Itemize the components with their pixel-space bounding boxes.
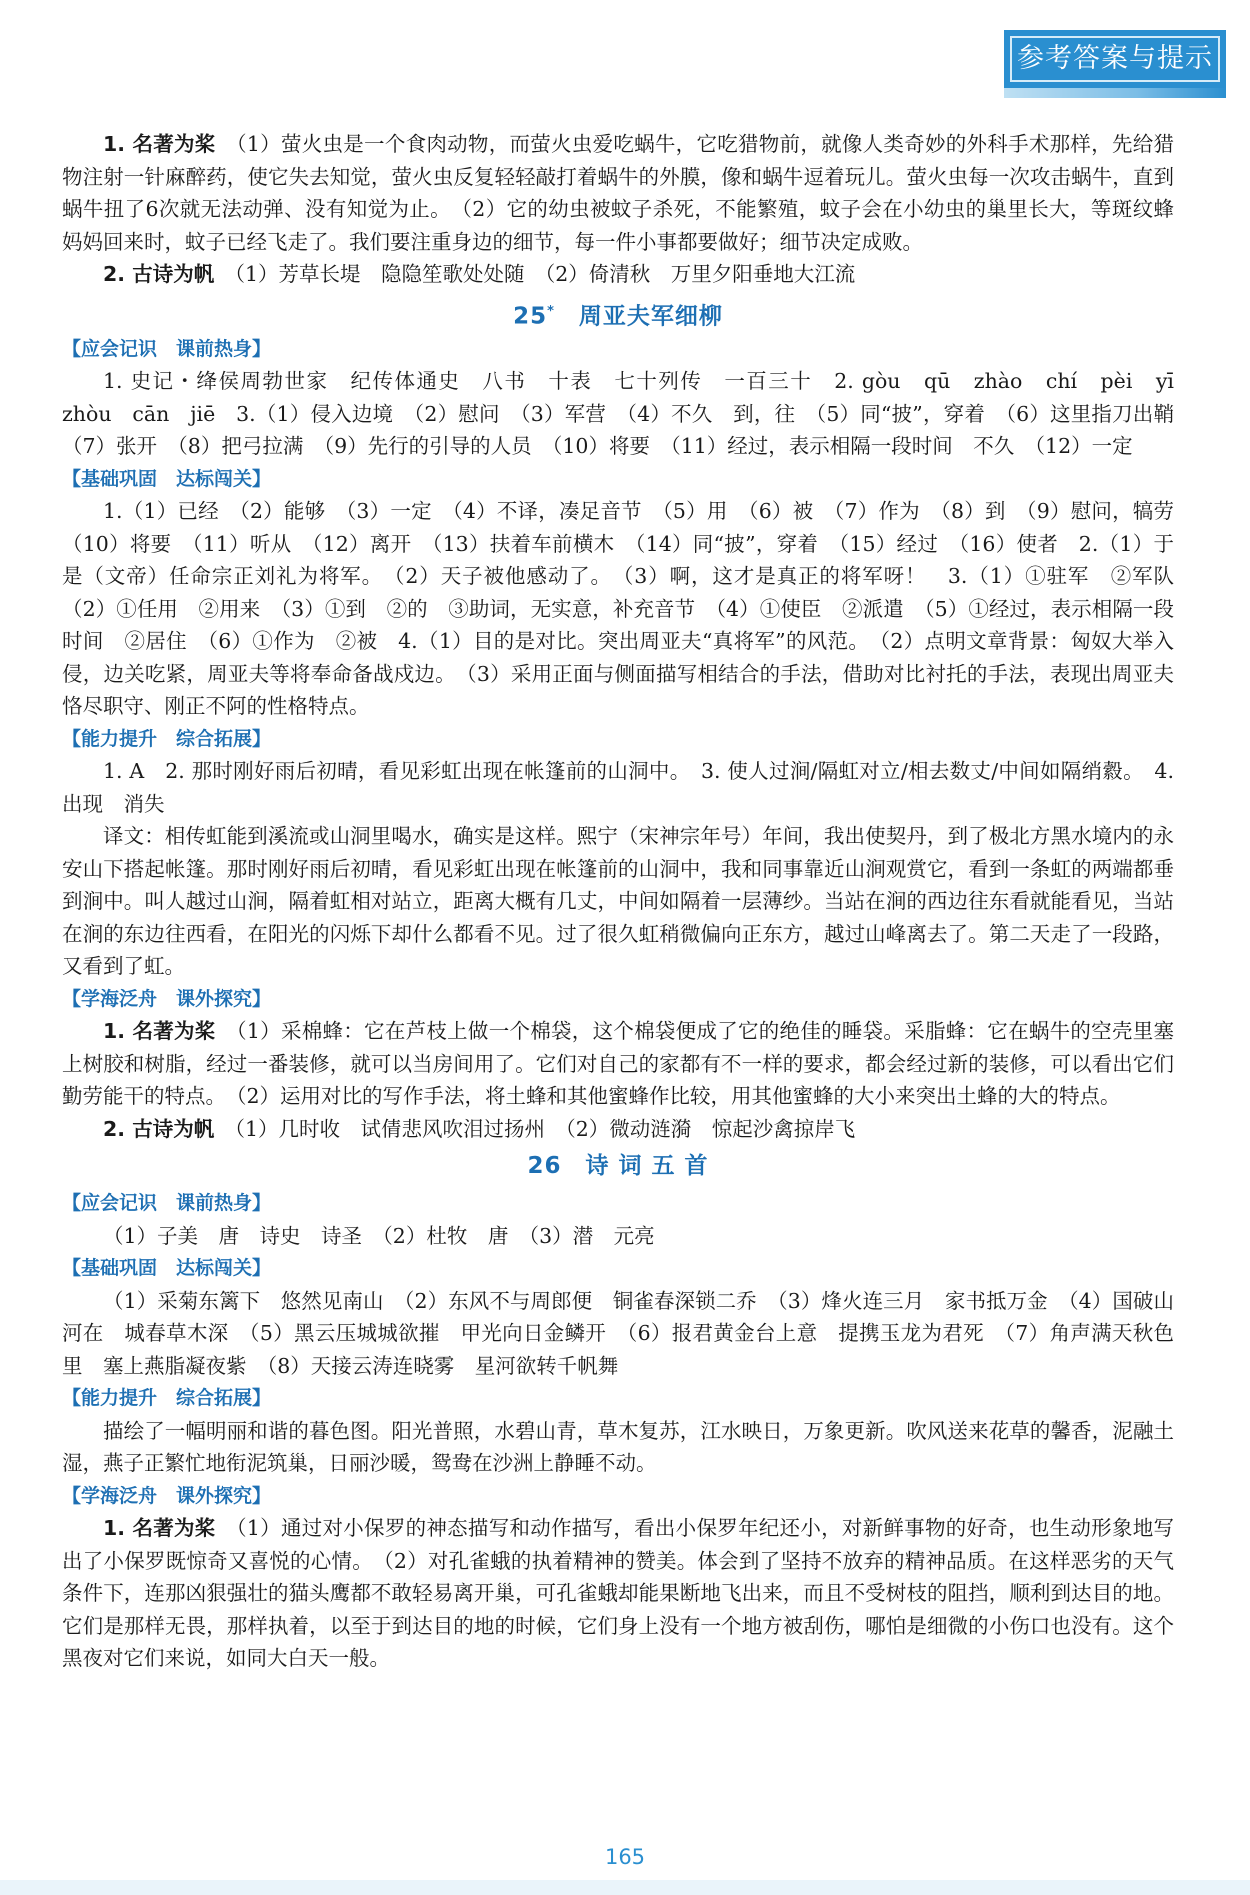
lesson-title [62,1145,1174,1187]
answer-paragraph [62,258,1174,291]
section-heading: 【基础巩固 达标闯关】 [62,467,272,490]
paragraph-text: （1）几时收 试倩悲风吹泪过扬州 （2）微动涟漪 惊起沙禽掠岸飞 [234,1116,856,1141]
answer-paragraph [62,1415,1174,1480]
bottom-band [0,1880,1250,1895]
paragraph-text: （1）子美 唐 诗史 诗圣 （2）杜牧 唐 （3）潜 元亮 [103,1223,655,1248]
paragraph-lead: 1. 名著为桨 [103,132,216,156]
lesson-title [62,291,1174,333]
paragraph-text: 1.（1）已经 （2）能够 （3）一定 （4）不译，凑足音节 （5）用 （6）被 （7）作为 （8）到 （9）慰问，犒劳 （10）将要 （11）听从 （12）离开 （13）扶着车前横木 （14）同“披”，穿着 （15）经过 （16）使者 2.（1）于是（文帝）任命宗正刘礼为将军。 （2）天子被他感动了。 （3）啊，这才是真正的将军呀！ 3.（1）①驻军 ②军队 （2）①任用 ②用来 （3）①到 ②的 ③助词，无实意，补充音节 （4）①使臣 ②派遣 （5）①经过，表示相隔一段时间 ②居住 （6）①作为 ②被 4.（1）目的是对比。突出周亚夫“真将军”的风范。 （2）点明文章背景：匈奴大举入侵，边关吃紧，周亚夫等将奉命备战戍边。 （3）采用正面与侧面描写相结合的手法，借助对比衬托的手法，表现出周亚夫恪尽职守、刚正不阿的性格特点。 [62,499,1195,718]
paragraph-text: 1. A 2. 那时刚好雨后初晴，看见彩虹出现在帐篷前的山洞中。 3. 使人过涧/隔虹对立/相去数丈/中间如隔绡縠。 4. 出现 消失 [62,759,1174,816]
paragraph-lead: 2. 古诗为帆 [103,1116,215,1141]
page-number: 165 [604,1845,646,1869]
answer-paragraph [62,1220,1174,1253]
answer-paragraph [62,1285,1174,1383]
paragraph-text: 译文：相传虹能到溪流或山洞里喝水，确实是这样。熙宁（宋神宗年号）年间，我出使契丹，到了极北方黑水境内的永安山下搭起帐篷。那时刚好雨后初晴，看见彩虹出现在帐篷前的山洞中，我和同事靠近山涧观赏它，看到一条虹的两端都垂到涧中。叫人越过山涧，隔着虹相对站立，距离大概有几丈，中间如隔着一层薄纱。当站在涧的西边往东看就能看见，当站在涧的东边往西看，在阳光的闪烁下却什么都看不见。过了很久虹稍微偏向正东方，越过山峰离去了。第二天走了一段路，又看到了虹。 [62,824,1174,978]
answer-paragraph [62,495,1195,723]
paragraph-text: （1）芳草长堤 隐隐笙歌处处随 （2）倚清秋 万里夕阳垂地大江流 [234,262,856,286]
lesson-title-text: 诗 词 五 首 [585,1153,709,1179]
paragraph-text: （1）采棉蜂：它在芦枝上做一个棉袋，这个棉袋便成了它的绝佳的睡袋。采脂蜂：它在蜗牛的空壳里塞上树胶和树脂，经过一番装修，就可以当房间用了。它们对自己的家都有不一样的要求，都会经过新的装修，可以看出它们勤劳能干的特点。 （2）运用对比的写作手法，将土蜂和其他蜜蜂作比较，用其他蜜蜂的大小来突出土蜂的大的特点。 [62,1019,1174,1108]
answer-paragraph [62,820,1174,983]
answer-content [62,128,1195,1675]
section-heading: 【基础巩固 达标闯关】 [62,1257,272,1279]
paragraph-lead: 1. 名著为桨 [103,1019,216,1043]
header-tab [1004,30,1226,88]
paragraph-text: （1）采菊东篱下 悠然见南山 （2）东风不与周郎便 铜雀春深锁二乔 （3）烽火连三月 家书抵万金 （4）国破山河在 城春草木深 （5）黑云压城城欲摧 甲光向日金鳞开 （6）报君黄金台上意 提携玉龙为君死 （7）角声满天秋色里 塞上燕脂凝夜紫 （8）天接云涛连晓雾 星河欲转千帆舞 [62,1288,1174,1378]
answer-paragraph [62,365,1195,463]
lesson-number: 26 [527,1153,562,1179]
lesson-mark: * [547,303,555,319]
paragraph-text: （1）萤火虫是一个食肉动物，而萤火虫爱吃蜗牛，它吃猎物前，就像人类奇妙的外科手术那样，先给猎物注射一针麻醉药，使它失去知觉，萤火虫反复轻轻敲打着蜗牛的外膜，像和蜗牛逗着玩儿。萤火虫每一次攻击蜗牛，直到蜗牛扭了6次就无法动弹、没有知觉为止。 （2）它的幼虫被蚊子杀死，不能繁殖，蚊子会在小幼虫的巢里长大，等斑纹蜂妈妈回来时，蚊子已经飞走了。我们要注重身边的细节，每一件小事都要做好；细节决定成败。 [62,132,1174,254]
paragraph-lead: 1. 名著为桨 [103,1516,216,1540]
paragraph-text: 描绘了一幅明丽和谐的暮色图。阳光普照，水碧山青，草木复苏，江水映日，万象更新。吹风送来花草的馨香，泥融土湿，燕子正繁忙地衔泥筑巢，日丽沙暖，鸳鸯在沙洲上静睡不动。 [62,1418,1174,1475]
section-heading: 【应会记识 课前热身】 [62,337,272,360]
paragraph-lead: 2. 古诗为帆 [103,262,215,286]
section-heading: 【应会记识 课前热身】 [62,1192,272,1214]
lesson-number: 25 [513,303,548,330]
header-tab-frame [1010,36,1220,82]
section-heading: 【能力提升 综合拓展】 [62,727,272,750]
answer-paragraph [62,755,1174,820]
paragraph-text: （1）通过对小保罗的神态描写和动作描写，看出小保罗年纪还小，对新鲜事物的好奇，也生动形象地写出了小保罗既惊奇又喜悦的心情。 （2）对孔雀蛾的执着精神的赞美。体会到了坚持不放弃的精神品质。在这样恶劣的天气条件下，连那凶狠强壮的猫头鹰都不敢轻易离开巢，可孔雀蛾却能果断地飞出来，而且不受树枝的阻挡，顺利到达目的地。它们是那样无畏，那样执着，以至于到达目的地的时候，它们身上没有一个地方被刮伤，哪怕是细微的小伤口也没有。这个黑夜对它们来说，如同大白天一般。 [62,1516,1174,1670]
paragraph-text: 1. 史记・绛侯周勃世家 纪传体通史 八书 十表 七十列传 一百三十 2. gòu qū zhào chí pèi yī zhòu cān jiē 3.（1）侵入边境 （2）慰问 （3）军营 （4）不久 到，往 （5）同“披”，穿着 （6）这里指刀出鞘 （7）张开 （8）把弓拉满 （9）先行的引导的人员 （10）将要 （11）经过，表示相隔一段时间 不久 （12）一定 [62,369,1195,458]
lesson-title-text: 周亚夫军细柳 [578,303,723,330]
answer-paragraph [62,128,1174,258]
section-heading: 【学海泛舟 课外探究】 [62,987,272,1010]
answer-paragraph [62,1015,1174,1113]
header-tab-label: 参考答案与提示 [1017,43,1213,74]
answer-paragraph [62,1113,1174,1146]
section-heading: 【学海泛舟 课外探究】 [62,1484,272,1507]
section-heading: 【能力提升 综合拓展】 [62,1387,272,1409]
answer-paragraph [62,1512,1174,1675]
